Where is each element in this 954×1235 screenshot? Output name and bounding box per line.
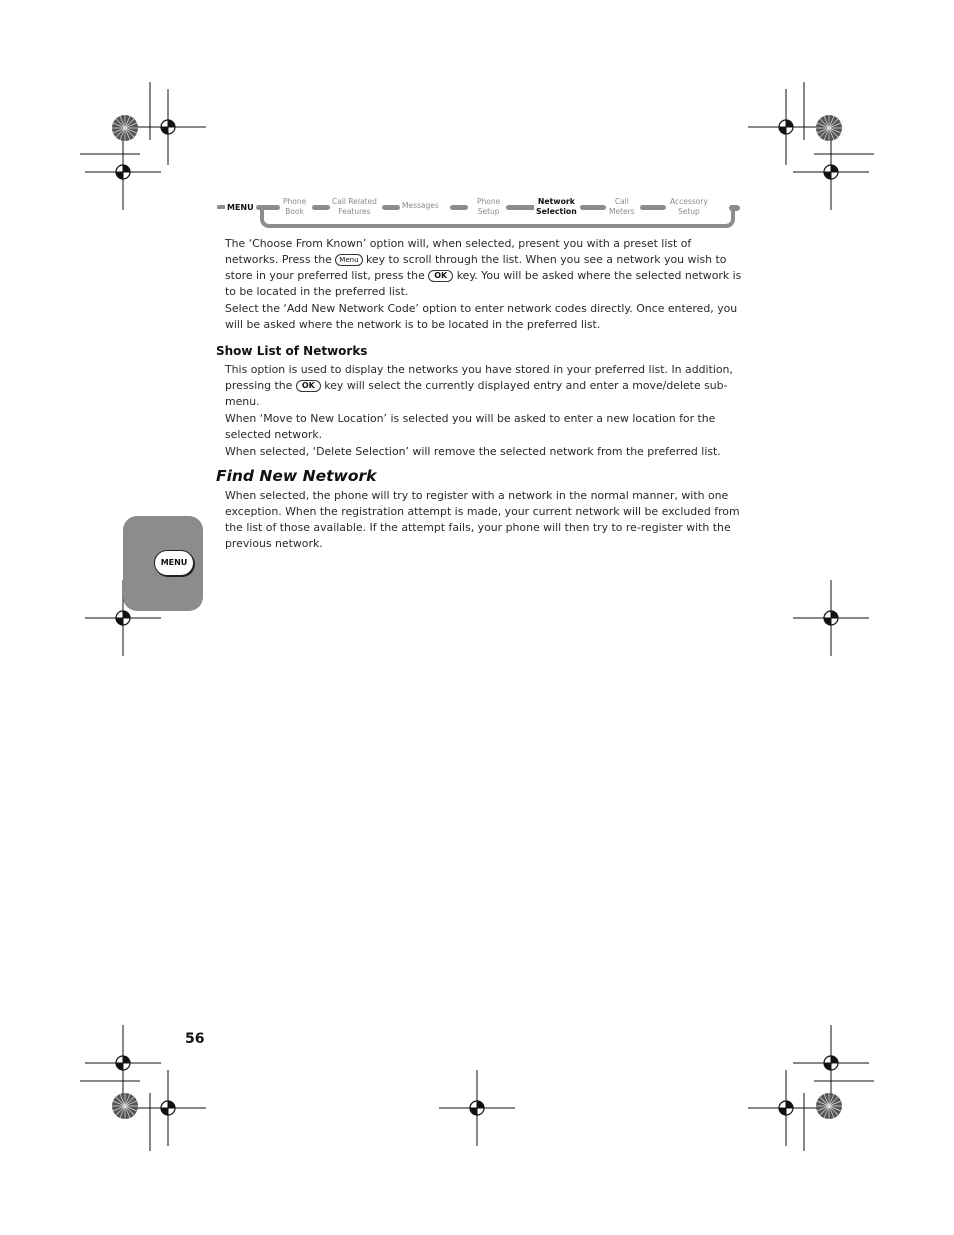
registration-mark: [793, 134, 869, 210]
registration-mark: [85, 1025, 161, 1101]
registration-mark: [793, 1025, 869, 1101]
paragraph-add-network-code: Select the ‘Add New Network Code’ option to enter network codes directly. Once entered, you will be asked where the network is to be located in the preferred list.: [225, 302, 738, 331]
registration-mark: [130, 1070, 206, 1146]
color-burst-mark: [816, 1093, 842, 1119]
menu-label: MENU: [217, 203, 254, 212]
menu-connector: [506, 205, 536, 210]
registration-mark: [85, 134, 161, 210]
menu-connector: [256, 205, 280, 210]
menu-navigation-bar: [216, 194, 741, 234]
color-burst-mark: [112, 115, 138, 141]
color-burst-mark: [816, 115, 842, 141]
ok-key-icon: OK: [296, 380, 321, 392]
paragraph-choose-from-known: [225, 236, 746, 300]
menu-connector: [580, 205, 606, 210]
text-run: This option is used to display the networks you have stored in your preferred list. In addition, pressing the: [225, 363, 733, 392]
menu-connector: [382, 205, 400, 210]
text-run: key. You will be asked where the selected network is to be located in the preferred list.: [225, 269, 742, 298]
menu-button-icon: MENU: [154, 550, 194, 576]
menu-item-call-related-features: Call Related Features: [332, 197, 377, 216]
registration-mark: [793, 580, 869, 656]
text-run: key will select the currently displayed entry and enter a move/delete sub-menu.: [225, 379, 728, 408]
menu-item-accessory-setup: Accessory Setup: [670, 197, 708, 216]
paragraph-show-list: [225, 362, 746, 410]
menu-key-icon: Menu: [335, 254, 362, 266]
heading-find-new-network: Find New Network: [216, 467, 377, 485]
paragraph-find-new-network: When selected, the phone will try to register with a network in the normal manner, with one exception. When the registration attempt is made, your current network will be excluded from the list of those available. If the attempt fails, your phone will then try to re-register with the previous network.: [225, 489, 740, 550]
page-number: 56: [185, 1031, 205, 1047]
menu-item-phone-setup: Phone Setup: [477, 197, 501, 216]
ok-key-icon: OK: [428, 270, 453, 282]
registration-mark: [130, 89, 206, 165]
side-tab: [123, 516, 203, 611]
color-burst-mark: [112, 1093, 138, 1119]
registration-mark: [748, 89, 824, 165]
menu-item-call-meters: Call Meters: [609, 197, 635, 216]
paragraph-move-to-new-location: When ‘Move to New Location’ is selected you will be asked to enter a new location for the selected network.: [225, 412, 716, 441]
paragraph-delete-selection: When selected, ‘Delete Selection’ will remove the selected network from the preferred list.: [225, 445, 721, 458]
menu-connector: [312, 205, 330, 210]
menu-connector: [640, 205, 666, 210]
text-run: The ‘Choose From Known’ option will, when selected, present you with a preset list of networks. Press the: [225, 237, 692, 266]
registration-mark: [748, 1070, 824, 1146]
menu-item-messages: Messages: [402, 201, 439, 210]
menu-item-phone-book: Phone Book: [283, 197, 307, 216]
page-content: [216, 236, 746, 552]
menu-track-end: [729, 205, 740, 211]
registration-mark: [439, 1070, 515, 1146]
menu-connector: [450, 205, 468, 210]
text-run: key to scroll through the list. When you see a network you wish to store in your preferred list, press the: [225, 253, 727, 282]
heading-show-list-of-networks: Show List of Networks: [216, 344, 368, 358]
menu-item-network-selection: Network Selection: [536, 197, 577, 216]
